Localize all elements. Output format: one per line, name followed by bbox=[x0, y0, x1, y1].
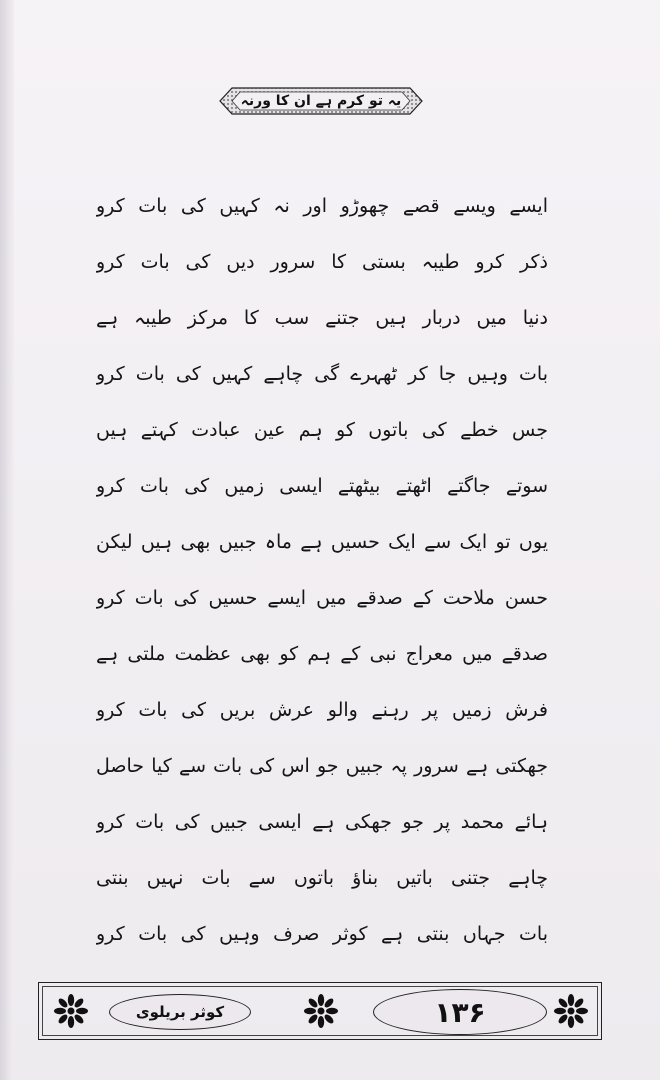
verse-line: ہائے محمد پر جو جھکی ہے ایسی جبیں کی بات کرو bbox=[96, 811, 548, 833]
verse-line: بات جہاں بنتی ہے کوثر صرف وہیں کی بات کرو bbox=[96, 923, 548, 945]
verse-line: یوں تو ایک سے ایک حسیں ہے ماہ جبیں بھی ہیں لیکن bbox=[96, 531, 548, 553]
verse-line: جھکتی ہے سرور پہ جبیں جو اس کی بات سے کیا حاصل bbox=[96, 755, 548, 777]
verse-line: بات وہیں جا کر ٹھہرے گی چاہے کہیں کی بات کرو bbox=[96, 363, 548, 385]
page-number: ۱۳۶ bbox=[434, 995, 486, 1029]
header-plaque bbox=[218, 86, 424, 116]
poet-name-oval bbox=[109, 994, 251, 1030]
poem-title: یہ تو کرم ہے ان کا ورنہ bbox=[240, 93, 402, 109]
verse-line: فرش زمیں پر رہنے والو عرش بریں کی بات کرو bbox=[96, 699, 548, 721]
page-footer bbox=[38, 982, 602, 1040]
verse-line: حسن ملاحت کے صدقے میں ایسے حسیں کی بات کرو bbox=[96, 587, 548, 609]
verse-line: جس خطے کی باتوں کو ہم عین عبادت کہتے ہیں bbox=[96, 419, 548, 441]
verse-line: ایسے ویسے قصے چھوڑو اور نہ کہیں کی بات کرو bbox=[96, 195, 548, 217]
verse-line: دنیا میں دربار ہیں جتنے سب کا مرکز طیبہ ہے bbox=[96, 307, 548, 329]
poem-body bbox=[96, 178, 548, 962]
verse-line: سوتے جاگتے اٹھتے بیٹھتے ایسی زمیں کی بات کرو bbox=[96, 475, 548, 497]
poet-name: کوثر بریلوی bbox=[135, 1003, 225, 1021]
page-number-oval bbox=[373, 989, 547, 1035]
verse-line: چاہے جتنی باتیں بناؤ باتوں سے بات نہیں بنتی bbox=[96, 867, 548, 889]
verse-line: صدقے میں معراج نبی کے ہم کو بھی عظمت ملتی ہے bbox=[96, 643, 548, 665]
page-binding-shadow bbox=[0, 0, 14, 1080]
asterisk-flower-icon bbox=[303, 993, 339, 1029]
verse-line: ذکر کرو طیبہ بستی کا سرور دیں کی بات کرو bbox=[96, 251, 548, 273]
asterisk-flower-icon bbox=[553, 993, 589, 1029]
asterisk-flower-icon bbox=[53, 993, 89, 1029]
